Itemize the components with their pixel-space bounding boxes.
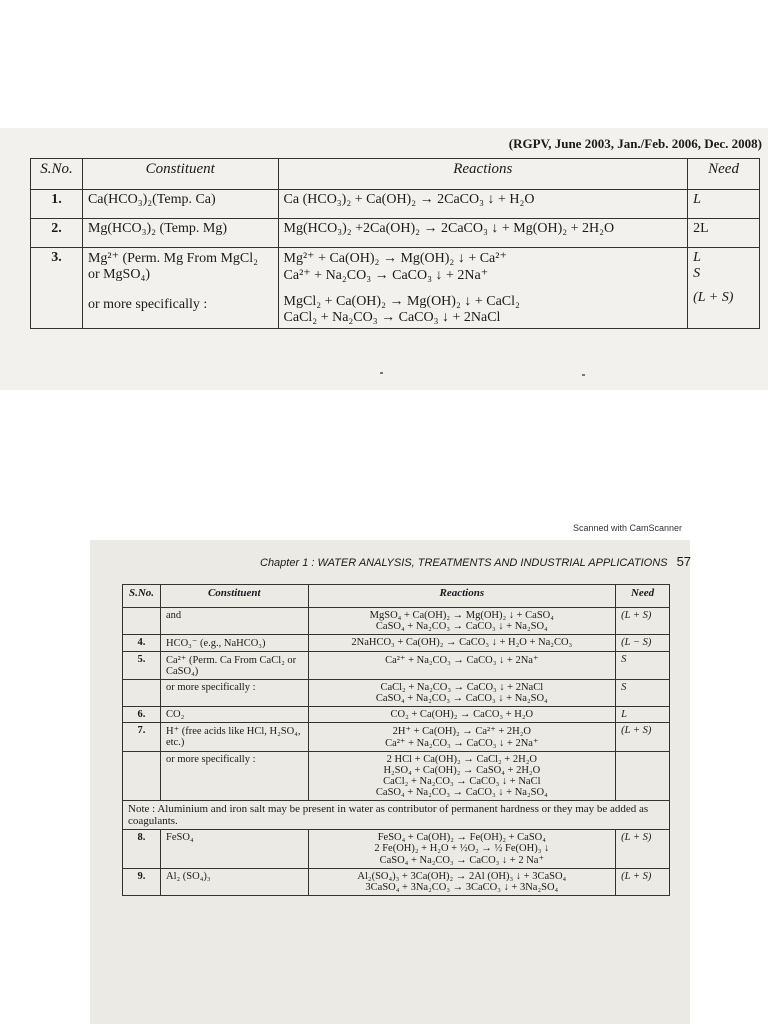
reaction-line: Mg(HCO₃)₂ +2Ca(OH)₂ → 2CaCO₃ ↓ + Mg(OH)₂ + 2H₂O xyxy=(283,221,615,236)
top-table xyxy=(30,158,760,329)
table-row xyxy=(31,248,760,329)
reaction-line: CO₂ + Ca(OH)₂ → CaCO₃ + H₂O xyxy=(390,709,534,720)
top-page-fragment xyxy=(0,128,768,390)
note-text: Note : Aluminium and iron salt may be present in water as contributor of permanent hardness or they may be added as coagulants. xyxy=(123,801,670,830)
header-sno: S.No. xyxy=(123,585,161,608)
table-row xyxy=(123,680,670,707)
row-need: 2L xyxy=(688,219,760,248)
row-reaction xyxy=(308,707,616,723)
row-need xyxy=(616,752,670,801)
table-row xyxy=(123,869,670,896)
row-reaction xyxy=(308,608,616,635)
row-need: (L + S) xyxy=(616,869,670,896)
table-body-after-note xyxy=(123,830,670,896)
reaction-line: CaCl₂ + Na₂CO₃ → CaCO₃ ↓ + NaCl xyxy=(383,776,541,787)
row-reaction xyxy=(308,652,616,680)
table-body xyxy=(123,608,670,801)
scan-speck xyxy=(380,372,383,374)
table-row xyxy=(123,608,670,635)
row-reaction xyxy=(308,830,616,869)
header-constituent: Constituent xyxy=(82,159,278,190)
table-row xyxy=(123,707,670,723)
need-line: S xyxy=(693,266,701,281)
row-sno: 8. xyxy=(123,830,161,869)
row-need: L xyxy=(616,707,670,723)
row-reaction xyxy=(278,190,688,219)
row-sno xyxy=(123,752,161,801)
page-number: 57 xyxy=(676,554,692,569)
chapter-heading xyxy=(260,554,691,569)
need-line: (L + S) xyxy=(693,290,734,305)
reaction-line: CaSO₄ + Na₂CO₃ → CaCO₃ ↓ + Na₂SO₄ xyxy=(375,693,548,704)
reaction-line: CaSO₄ + Na₂CO₃ → CaCO₃ ↓ + Na₂SO₄ xyxy=(375,621,548,632)
row-constituent: FeSO₄ xyxy=(160,830,308,869)
reaction-line: 2 Fe(OH)₂ + H₂O + ½O₂ → ½ Fe(OH)₃ ↓ xyxy=(374,843,550,854)
need-line: L xyxy=(693,250,701,265)
header-reactions: Reactions xyxy=(308,585,616,608)
reaction-line: CaSO₄ + Na₂CO₃ → CaCO₃ ↓ + 2 Na⁺ xyxy=(379,855,545,866)
row-need: S xyxy=(616,680,670,707)
row-reaction xyxy=(308,869,616,896)
scan-speck xyxy=(582,374,585,376)
table-row xyxy=(123,723,670,752)
header-constituent: Constituent xyxy=(160,585,308,608)
chapter-title: Chapter 1 : WATER ANALYSIS, TREATMENTS AND INDUSTRIAL APPLICATIONS xyxy=(260,557,668,569)
row-need: S xyxy=(616,652,670,680)
row-reaction xyxy=(278,248,688,329)
header-sno: S.No. xyxy=(31,159,83,190)
specific-label: or more specifically : xyxy=(87,297,208,312)
row-reaction xyxy=(308,635,616,652)
row-constituent: HCO₃⁻ (e.g., NaHCO₃) xyxy=(160,635,308,652)
reaction-line: Ca²⁺ + Na₂CO₃ → CaCO₃ ↓ + 2Na⁺ xyxy=(385,655,539,666)
reaction-line: Ca (HCO₃)₂ + Ca(OH)₂ → 2CaCO₃ ↓ + H₂O xyxy=(283,192,535,207)
table-row xyxy=(31,190,760,219)
note-row xyxy=(123,801,670,830)
header-reactions: Reactions xyxy=(278,159,688,190)
reaction-line: 2 HCl + Ca(OH)₂ → CaCl₂ + 2H₂O xyxy=(386,754,537,765)
row-sno: 3. xyxy=(31,248,83,329)
row-sno xyxy=(123,608,161,635)
row-sno: 9. xyxy=(123,869,161,896)
table-row xyxy=(123,635,670,652)
row-reaction xyxy=(278,219,688,248)
row-reaction xyxy=(308,752,616,801)
reaction-line: CaCl₂ + Na₂CO₃ → CaCO₃ ↓ + 2NaCl xyxy=(380,682,544,693)
row-sno: 5. xyxy=(123,652,161,680)
reaction-line: MgSO₄ + Ca(OH)₂ → Mg(OH)₂ ↓ + CaSO₄ xyxy=(369,610,554,621)
reaction-line: MgCl₂ + Ca(OH)₂ → Mg(OH)₂ ↓ + CaCl₂ xyxy=(283,294,520,309)
row-constituent xyxy=(82,248,278,329)
reaction-line: 2H⁺ + Ca(OH)₂ → Ca²⁺ + 2H₂O xyxy=(392,726,531,737)
table-header-row xyxy=(31,159,760,190)
reactions-table xyxy=(122,584,670,896)
reaction-line: FeSO₄ + Ca(OH)₂ → Fe(OH)₂ + CaSO₄ xyxy=(377,832,546,843)
row-sno: 7. xyxy=(123,723,161,752)
reaction-line: Mg²⁺ + Ca(OH)₂ → Mg(OH)₂ ↓ + Ca²⁺ xyxy=(283,251,507,266)
table-header-row xyxy=(123,585,670,608)
constituent-text: Mg²⁺ (Perm. Mg From MgCl₂ or MgSO₄) xyxy=(87,251,259,282)
row-constituent: and xyxy=(160,608,308,635)
textbook-page xyxy=(90,540,690,1024)
reaction-line: H₂SO₄ + Ca(OH)₂ → CaSO₄ + 2H₂O xyxy=(383,765,541,776)
reaction-line: Al₂(SO₄)₃ + 3Ca(OH)₂ → 2Al (OH)₃ ↓ + 3CaSO₄ xyxy=(357,871,567,882)
table-row xyxy=(123,652,670,680)
row-need xyxy=(688,248,760,329)
table-row xyxy=(31,219,760,248)
row-sno: 6. xyxy=(123,707,161,723)
row-reaction xyxy=(308,723,616,752)
row-need: (L + S) xyxy=(616,830,670,869)
row-constituent: or more specifically : xyxy=(160,752,308,801)
row-need: (L − S) xyxy=(616,635,670,652)
reaction-line: Ca²⁺ + Na₂CO₃ → CaCO₃ ↓ + 2Na⁺ xyxy=(385,738,539,749)
row-need: (L + S) xyxy=(616,608,670,635)
header-need: Need xyxy=(616,585,670,608)
row-reaction xyxy=(308,680,616,707)
row-sno xyxy=(123,680,161,707)
table-row xyxy=(123,830,670,869)
row-need: L xyxy=(688,190,760,219)
reaction-line: 3CaSO₄ + 3Na₂CO₃ → 3CaCO₃ ↓ + 3Na₂SO₄ xyxy=(365,882,559,893)
header-need: Need xyxy=(688,159,760,190)
reaction-line: CaCl₂ + Na₂CO₃ → CaCO₃ ↓ + 2NaCl xyxy=(283,310,501,325)
row-constituent: Ca²⁺ (Perm. Ca From CaCl₂ or CaSO₄) xyxy=(160,652,308,680)
row-constituent: H⁺ (free acids like HCl, H₂SO₄, etc.) xyxy=(160,723,308,752)
row-sno: 1. xyxy=(31,190,83,219)
row-sno: 4. xyxy=(123,635,161,652)
reaction-line: CaSO₄ + Na₂CO₃ → CaCO₃ ↓ + Na₂SO₄ xyxy=(375,787,548,798)
row-sno: 2. xyxy=(31,219,83,248)
row-constituent: Ca(HCO₃)₂(Temp. Ca) xyxy=(82,190,278,219)
row-constituent: Mg(HCO₃)₂ (Temp. Mg) xyxy=(82,219,278,248)
row-need: (L + S) xyxy=(616,723,670,752)
row-constituent: CO₂ xyxy=(160,707,308,723)
row-constituent: Al₂ (SO₄)₃ xyxy=(160,869,308,896)
table-row xyxy=(123,752,670,801)
row-constituent: or more specifically : xyxy=(160,680,308,707)
reaction-line: 2NaHCO₃ + Ca(OH)₂ → CaCO₃ ↓ + H₂O + Na₂CO₃ xyxy=(351,637,573,648)
reaction-line: Ca²⁺ + Na₂CO₃ → CaCO₃ ↓ + 2Na⁺ xyxy=(283,268,489,283)
scanner-watermark: Scanned with CamScanner xyxy=(572,523,682,533)
source-citation: (RGPV, June 2003, Jan./Feb. 2006, Dec. 2008) xyxy=(508,136,762,151)
